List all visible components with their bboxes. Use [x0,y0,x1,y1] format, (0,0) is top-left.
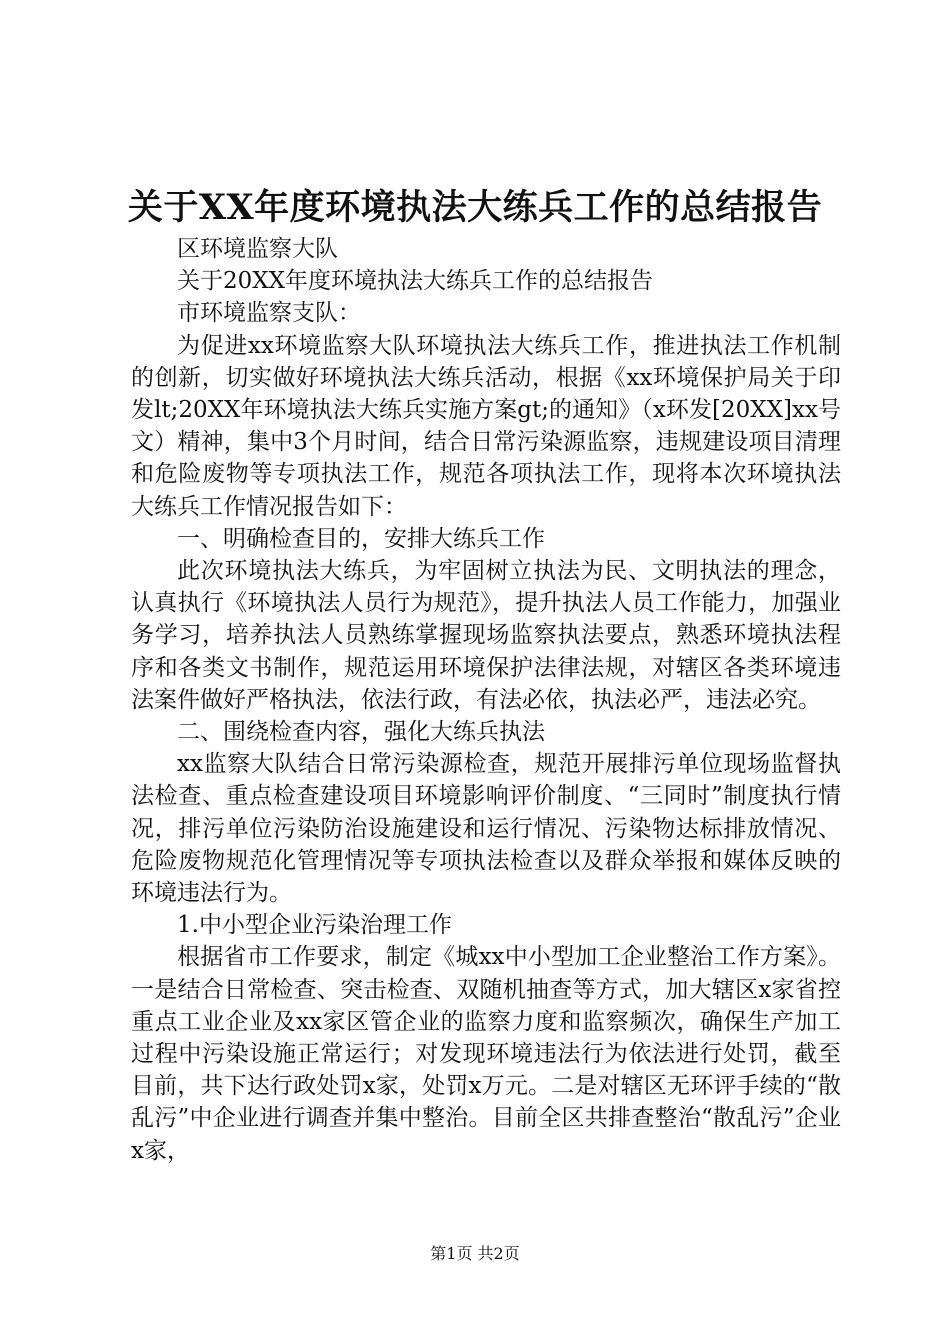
paragraph-recipient: 市环境监察支队： [177,300,361,327]
subsection-heading-1: 1.中小型企业污染治理工作 [177,912,452,939]
paragraph-organization: 区环境监察大队 [177,236,338,262]
page-number-footer: 第1页 共2页 [430,1244,520,1263]
document-title: 关于XX年度环境执法大练兵工作的总结报告 [127,187,823,228]
paragraph-subsection-1: 根据省市工作要求，制定《城xx中小型加工企业整治工作方案》。一是结合日常检查、突击检查、双随机抽查等方式，加大辖区x家省控重点工业企业及xx家区管企业的监察力度和监察频次，确保生产加工过程中污染设施正常运行；对发现环境违法行为依法进行处罚，截至目前，共下达行政处罚x家，处罚x万元。二是对辖区无环评手续的“散乱污”中企业进行调查并集中整治。目前全区共排查整治“散乱污”企业x家， [131,944,841,1164]
document-body [131,233,841,1167]
section-heading-2: 二、围绕检查内容，强化大练兵执法 [177,719,545,746]
paragraph-section-2: xx监察大队结合日常污染源检查，规范开展排污单位现场监督执法检查、重点检查建设项目环境影响评价制度、“三同时”制度执行情况，排污单位污染防治设施建设和运行情况、污染物达标排放情况、危险废物规范化管理情况等专项执法检查以及群众举报和媒体反映的环境违法行为。 [131,751,841,907]
paragraph-report-subject: 关于20XX年度环境执法大练兵工作的总结报告 [177,268,654,295]
section-heading-1: 一、明确检查目的，安排大练兵工作 [177,525,545,552]
paragraph-section-1: 此次环境执法大练兵，为牢固树立执法为民、文明执法的理念，认真执行《环境执法人员行为规范》，提升执法人员工作能力，加强业务学习，培养执法人员熟练掌握现场监察执法要点，熟悉环境执法程序和各类文书制作，规范运用环境保护法律法规，对辖区各类环境违法案件做好严格执法，依法行政，有法必依，执法必严，违法必究。 [131,558,841,713]
paragraph-introduction: 为促进xx环境监察大队环境执法大练兵工作，推进执法工作机制的创新，切实做好环境执法大练兵活动，根据《xx环境保护局关于印发lt;20XX年环境执法大练兵实施方案gt;的通知》（x环发[20XX]xx号文）精神，集中3个月时间，结合日常污染源监察，违规建设项目清理和危险废物等专项执法工作，规范各项执法工作，现将本次环境执法大练兵工作情况报告如下： [131,332,841,520]
